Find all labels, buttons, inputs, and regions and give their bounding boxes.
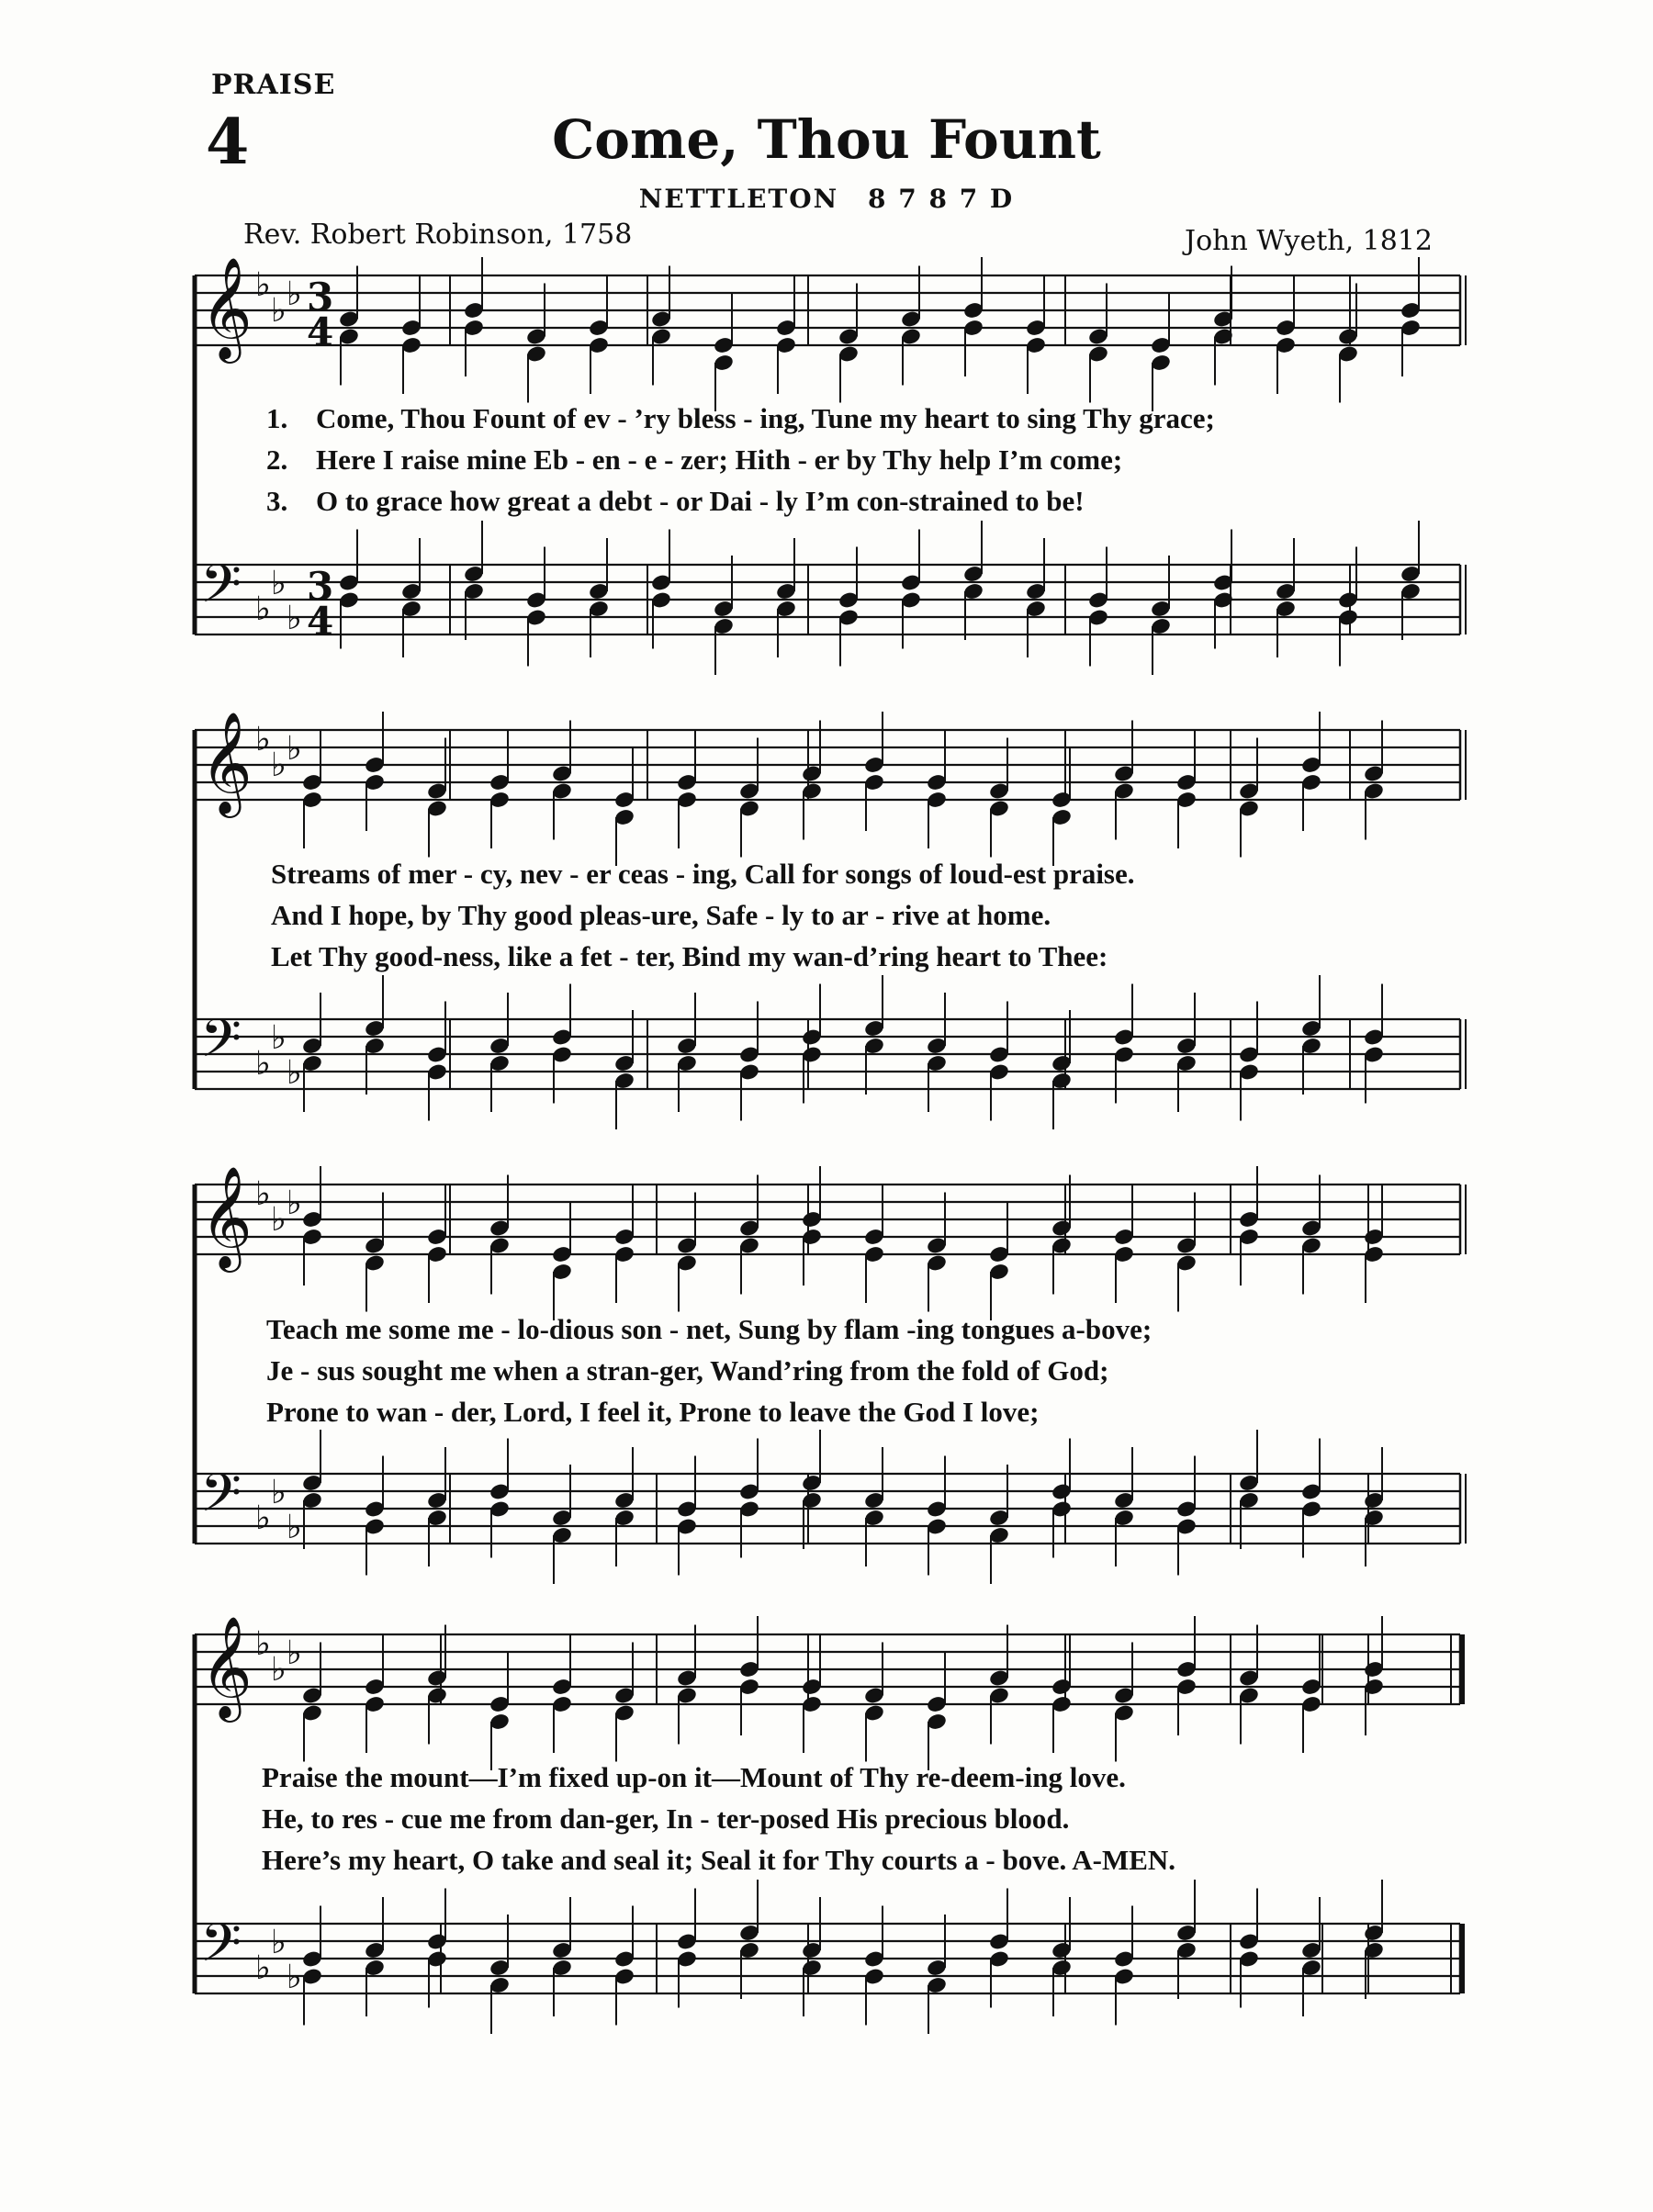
bass-clef-icon: 𝄢	[200, 1912, 242, 1987]
flat-icon: ♭	[271, 292, 287, 330]
flat-icon: ♭	[255, 1949, 271, 1987]
flat-icon: ♭	[255, 1045, 271, 1083]
flat-icon: ♭	[255, 1175, 271, 1213]
flat-icon: ♭	[271, 1474, 287, 1511]
composer-credit: John Wyeth, 1812	[1185, 225, 1433, 257]
hymn-number: 4	[206, 106, 250, 179]
flat-icon: ♭	[287, 1634, 302, 1672]
flat-icon: ♭	[271, 1201, 287, 1239]
flat-icon: ♭	[271, 1924, 287, 1961]
bass-clef-icon: 𝄢	[200, 1007, 242, 1083]
flat-icon: ♭	[271, 747, 287, 784]
section-heading: PRAISE	[211, 69, 336, 101]
flat-icon: ♭	[255, 721, 271, 758]
lyric-line: He, to res - cue me from dan-ger, In - ter-posed His precious blood.	[262, 1802, 1070, 1835]
flat-icon: ♭	[287, 275, 302, 313]
treble-clef-icon: 𝄞	[200, 711, 253, 814]
lyric-line: Streams of mer - cy, nev - er ceas - ing, Call for songs of loud-est praise.	[271, 858, 1135, 890]
flat-icon: ♭	[255, 1625, 271, 1663]
meter: 8 7 8 7 D	[868, 184, 1015, 214]
time-signature-denominator: 4	[307, 309, 334, 354]
lyric-line: Teach me some me - lo-dious son - net, Sung by flam -ing tongues a-bove;	[266, 1313, 1153, 1345]
lyric-line: Let Thy good-ness, like a fet - ter, Bind my wan-d’ring heart to Thee:	[271, 940, 1108, 972]
flat-icon: ♭	[287, 730, 302, 768]
lyric-line: Here’s my heart, O take and seal it; Seal it for Thy courts a - bove. A-MEN.	[262, 1844, 1176, 1876]
flat-icon: ♭	[287, 1054, 302, 1092]
author-credit: Rev. Robert Robinson, 1758	[243, 219, 633, 251]
time-signature-denominator: 4	[307, 599, 334, 644]
time-signature-numerator: 3	[307, 275, 334, 320]
treble-clef-icon: 𝄞	[200, 256, 253, 359]
bass-clef-icon: 𝄢	[200, 553, 242, 628]
tune-name: NETTLETON	[638, 184, 839, 214]
bass-clef-icon: 𝄢	[200, 1462, 242, 1537]
flat-icon: ♭	[287, 1959, 302, 1996]
flat-icon: ♭	[255, 266, 271, 304]
hymn-title: Come, Thou Fount	[552, 108, 1101, 171]
flat-icon: ♭	[271, 1651, 287, 1689]
flat-icon: ♭	[271, 565, 287, 602]
flat-icon: ♭	[271, 1019, 287, 1057]
flat-icon: ♭	[255, 590, 271, 628]
treble-clef-icon: 𝄞	[200, 1615, 253, 1718]
flat-icon: ♭	[287, 1185, 302, 1222]
time-signature-numerator: 3	[307, 564, 334, 609]
flat-icon: ♭	[255, 1499, 271, 1537]
lyric-line: Prone to wan - der, Lord, I feel it, Prone to leave the God I love;	[266, 1396, 1040, 1428]
lyric-line: Je - sus sought me when a stran-ger, Wand’ring from the fold of God;	[266, 1354, 1109, 1387]
lyric-line: And I hope, by Thy good pleas-ure, Safe - ly to ar - rive at home.	[271, 899, 1051, 931]
flat-icon: ♭	[287, 600, 302, 637]
treble-clef-icon: 𝄞	[200, 1165, 253, 1268]
lyric-line: 2. Here I raise mine Eb - en - e - zer; Hith - er by Thy help I’m come;	[266, 444, 1123, 476]
lyric-line: Praise the mount—I’m fixed up-on it—Mount of Thy re-deem-ing love.	[262, 1761, 1126, 1793]
lyric-line: 3. O to grace how great a debt - or Dai - ly I’m con-strained to be!	[266, 485, 1085, 517]
flat-icon: ♭	[287, 1509, 302, 1546]
lyric-line: 1. Come, Thou Fount of ev - ’ry bless - ing, Tune my heart to sing Thy grace;	[266, 402, 1215, 434]
